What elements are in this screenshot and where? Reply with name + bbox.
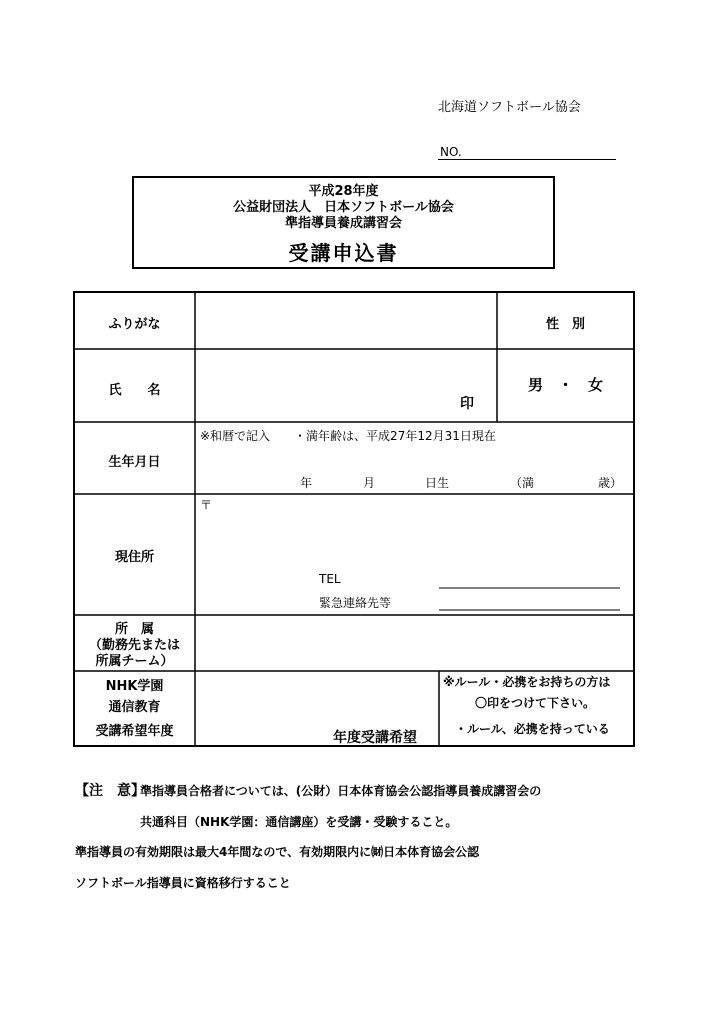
title-line-1: 平成28年度 xyxy=(308,184,379,199)
affiliation-label-3: 所属チーム） xyxy=(95,654,174,669)
title-line-3: 準指導員養成講習会 xyxy=(284,216,402,231)
age-open-label: （満 xyxy=(510,476,535,490)
birthdate-label: 生年月日 xyxy=(108,455,161,470)
tel-label: TEL xyxy=(319,572,341,586)
tel-field[interactable] xyxy=(439,572,620,588)
rule-note-2: 〇印をつけて下さい。 xyxy=(475,696,596,710)
rule-note-3[interactable]: ・ルール、必携を持っている xyxy=(455,722,610,736)
nhk-label-3: 受講希望年度 xyxy=(95,724,174,739)
furigana-input[interactable] xyxy=(197,294,495,347)
postal-mark: 〒 xyxy=(200,498,213,512)
nhk-label-1: NHK学園 xyxy=(105,679,164,694)
affiliation-label-2: （勤務先または xyxy=(88,638,180,653)
note-line-1: 準指導員合格者については、(公財）日本体育協会公認指導員養成講習会の xyxy=(140,784,542,798)
birth-month-label: 月 xyxy=(363,476,376,490)
name-input[interactable] xyxy=(197,351,495,420)
gender-header: 性 別 xyxy=(545,317,585,332)
affiliation-input[interactable] xyxy=(197,617,632,669)
note-line-2: 共通科目（NHK学園：通信講座）を受講・受験すること。 xyxy=(140,815,458,829)
seal-mark: 印 xyxy=(460,396,474,412)
furigana-label: ふりがな xyxy=(108,317,161,332)
rule-note-1: ※ルール・必携をお持ちの方は xyxy=(443,675,611,689)
birthdate-note: ※和暦で記入 ・満年齢は、平成27年12月31日現在 xyxy=(200,429,496,443)
affiliation-label-1: 所 属 xyxy=(114,622,154,637)
organization-name: 北海道ソフトボール協会 xyxy=(438,100,581,115)
birth-day-label: 日生 xyxy=(425,476,450,490)
gender-options[interactable]: 男 ・ 女 xyxy=(527,376,603,394)
caution-label: 【注 意】 xyxy=(75,783,145,799)
address-input[interactable] xyxy=(214,498,624,568)
form-heading: 受講申込書 xyxy=(288,241,399,265)
emergency-contact-field[interactable] xyxy=(439,594,620,610)
title-line-2: 公益財団法人 日本ソフトボール協会 xyxy=(233,200,454,215)
nhk-label-2: 通信教育 xyxy=(108,700,161,715)
address-label: 現住所 xyxy=(114,550,154,565)
name-label: 氏 名 xyxy=(108,383,161,398)
note-line-3: 準指導員の有効期限は最大4年間なので、有効期限内に㈶日本体育協会公認 xyxy=(75,845,480,859)
birth-year-label: 年 xyxy=(300,476,313,490)
note-line-4: ソフトボール指導員に資格移行すること xyxy=(75,876,291,890)
emergency-contact-label: 緊急連絡先等 xyxy=(319,596,392,610)
no-label: NO. xyxy=(440,145,462,159)
nhk-year-suffix: 年度受講希望 xyxy=(333,730,417,746)
age-close-label: 歳） xyxy=(598,476,623,490)
nhk-year-input[interactable] xyxy=(197,673,327,743)
